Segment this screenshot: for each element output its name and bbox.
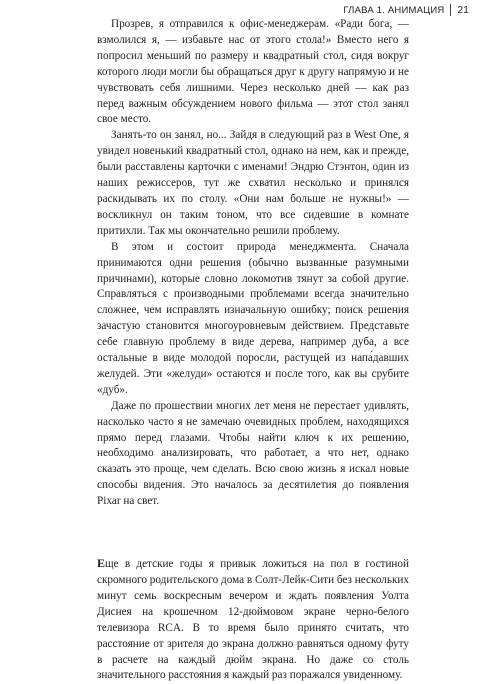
page-number: 21	[457, 4, 469, 16]
paragraph-text: ще в детские годы я привык ложиться на пол в гостиной скромного родительского дома в Солт-Лейк-Сити без нескольких минут семь воскресным вечером и ждать появления Уолта Диснея на крошечном 12-дюймовом экране черно-белого телевизора RCA. В то время было принято считать, что расстояние от зрителя до экрана должно равняться одному футу в расчете на каждый дюйм экрана. Но даже со столь значительного расстояния я каждый раз поражался увиденному.	[97, 558, 409, 682]
header-divider	[450, 4, 451, 16]
paragraph: В этом и состоит природа менеджмента. Сначала принимаются одни решения (обычно вызванные разумными причинами), которые словно локомотив тянут за собой другие. Справляться с производными проблемами всегда значительно сложнее, чем исправлять изначальную ошибку; поиск решения зачастую становится многоуровневым действием. Представьте себе главную проблему в виде дерева, например дуба, а все остальные в виде молодой поросли, растущей из напа́давших желудей. Эти «желуди» остаются и после того, как вы срубите «дуб».	[97, 240, 409, 396]
dropcap-letter: Е	[97, 556, 106, 571]
paragraph: Даже по прошествии многих лет меня не перестает удивлять, насколько часто я не замечаю очевидных проблем, находящихся прямо перед глазами. Чтобы найти ключ к их решению, необходимо анализировать, что работает, а что нет, однако сказать это проще, чем сделать. Всю свою жизнь я искал новые способы видения. Это началось за десятилетия до появления Pixar на свет.	[97, 399, 409, 508]
page-body	[97, 17, 409, 684]
section-break	[97, 510, 409, 556]
paragraph: Прозрев, я отправился к офис-менеджерам. «Ради бога, — взмолился я, — избавьте нас от этого стола!» Вместо него я попросил меньший по размеру и квадратный стол, сидя вокруг которого люди могли бы обращаться друг к другу напрямую и не чувствовать себя лишними. Через несколько дней — как раз перед важным обсуждением нового фильма — этот стол занял свое место.	[97, 18, 409, 126]
running-header	[343, 4, 469, 16]
paragraph: Занять-то он занял, но... Зайдя в следующий раз в West One, я увидел новенький квадратный стол, однако на нем, как и прежде, были расставлены карточки с именами! Эндрю Стэнтон, один из наших режиссеров, тут же схватил несколько и принялся раскидывать их по столу. «Они нам больше не нужны!» — воскликнул он таким тоном, что все сидевшие в комнате притихли. Так мы окончательно решили проблему.	[97, 129, 409, 237]
paragraph-with-dropcap	[97, 556, 409, 684]
chapter-title: ГЛАВА 1. АНИМАЦИЯ	[343, 4, 445, 16]
